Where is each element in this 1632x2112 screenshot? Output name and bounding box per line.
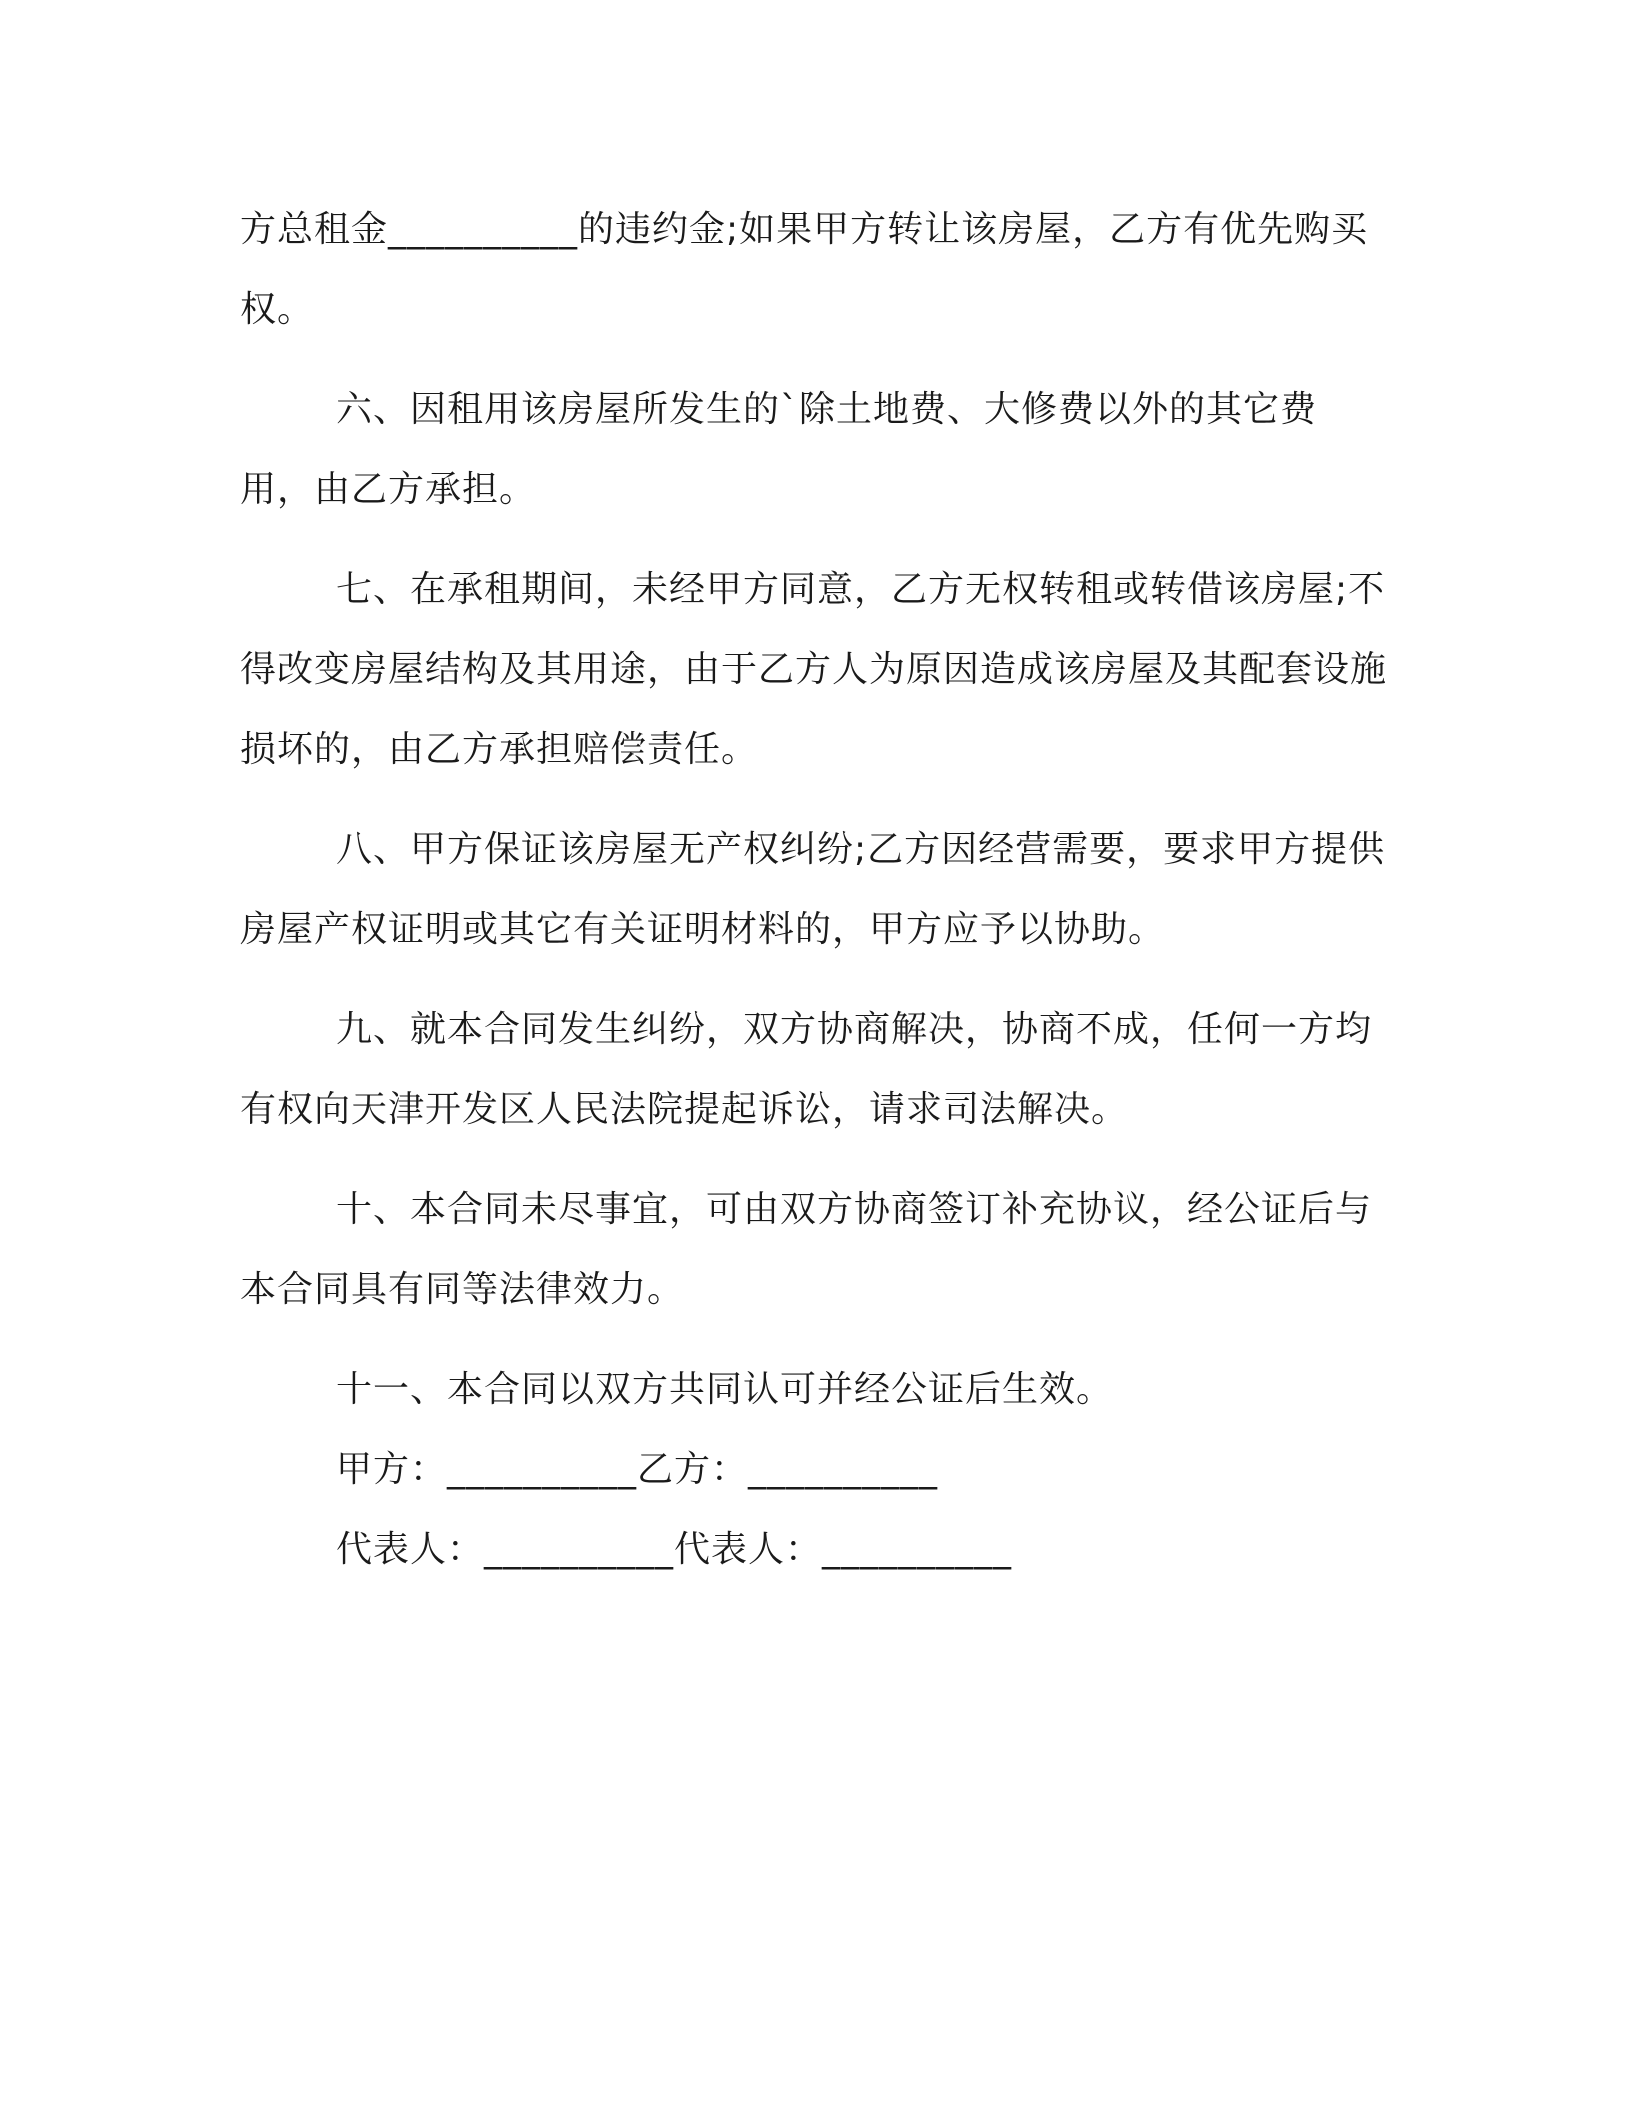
signature-representative-line: 代表人：__________代表人：__________ <box>336 1529 1013 1570</box>
document-body <box>240 190 1390 1590</box>
paragraph-rent-penalty: 方总租金__________的违约金;如果甲方转让该房屋，乙方有优先购买权。 <box>240 209 1369 330</box>
paragraph-clause-9: 九、就本合同发生纠纷，双方协商解决，协商不成，任何一方均有权向天津开发区人民法院提起诉讼，请求司法解决。 <box>240 1009 1373 1130</box>
paragraph-clause-7: 七、在承租期间，未经甲方同意，乙方无权转租或转借该房屋;不得改变房屋结构及其用途，由于乙方人为原因造成该房屋及其配套设施损坏的，由乙方承担赔偿责任。 <box>240 569 1388 770</box>
paragraph-clause-8: 八、甲方保证该房屋无产权纠纷;乙方因经营需要，要求甲方提供房屋产权证明或其它有关证明材料的，甲方应予以协助。 <box>240 829 1386 950</box>
paragraph-clause-10: 十、本合同未尽事宜，可由双方协商签订补充协议，经公证后与本合同具有同等法律效力。 <box>240 1189 1373 1310</box>
paragraph-clause-11: 十一、本合同以双方共同认可并经公证后生效。 <box>336 1369 1114 1410</box>
signature-party-line: 甲方：__________乙方：__________ <box>336 1449 939 1490</box>
paragraph-clause-6: 六、因租用该房屋所发生的`除土地费、大修费以外的其它费用，由乙方承担。 <box>240 389 1318 510</box>
